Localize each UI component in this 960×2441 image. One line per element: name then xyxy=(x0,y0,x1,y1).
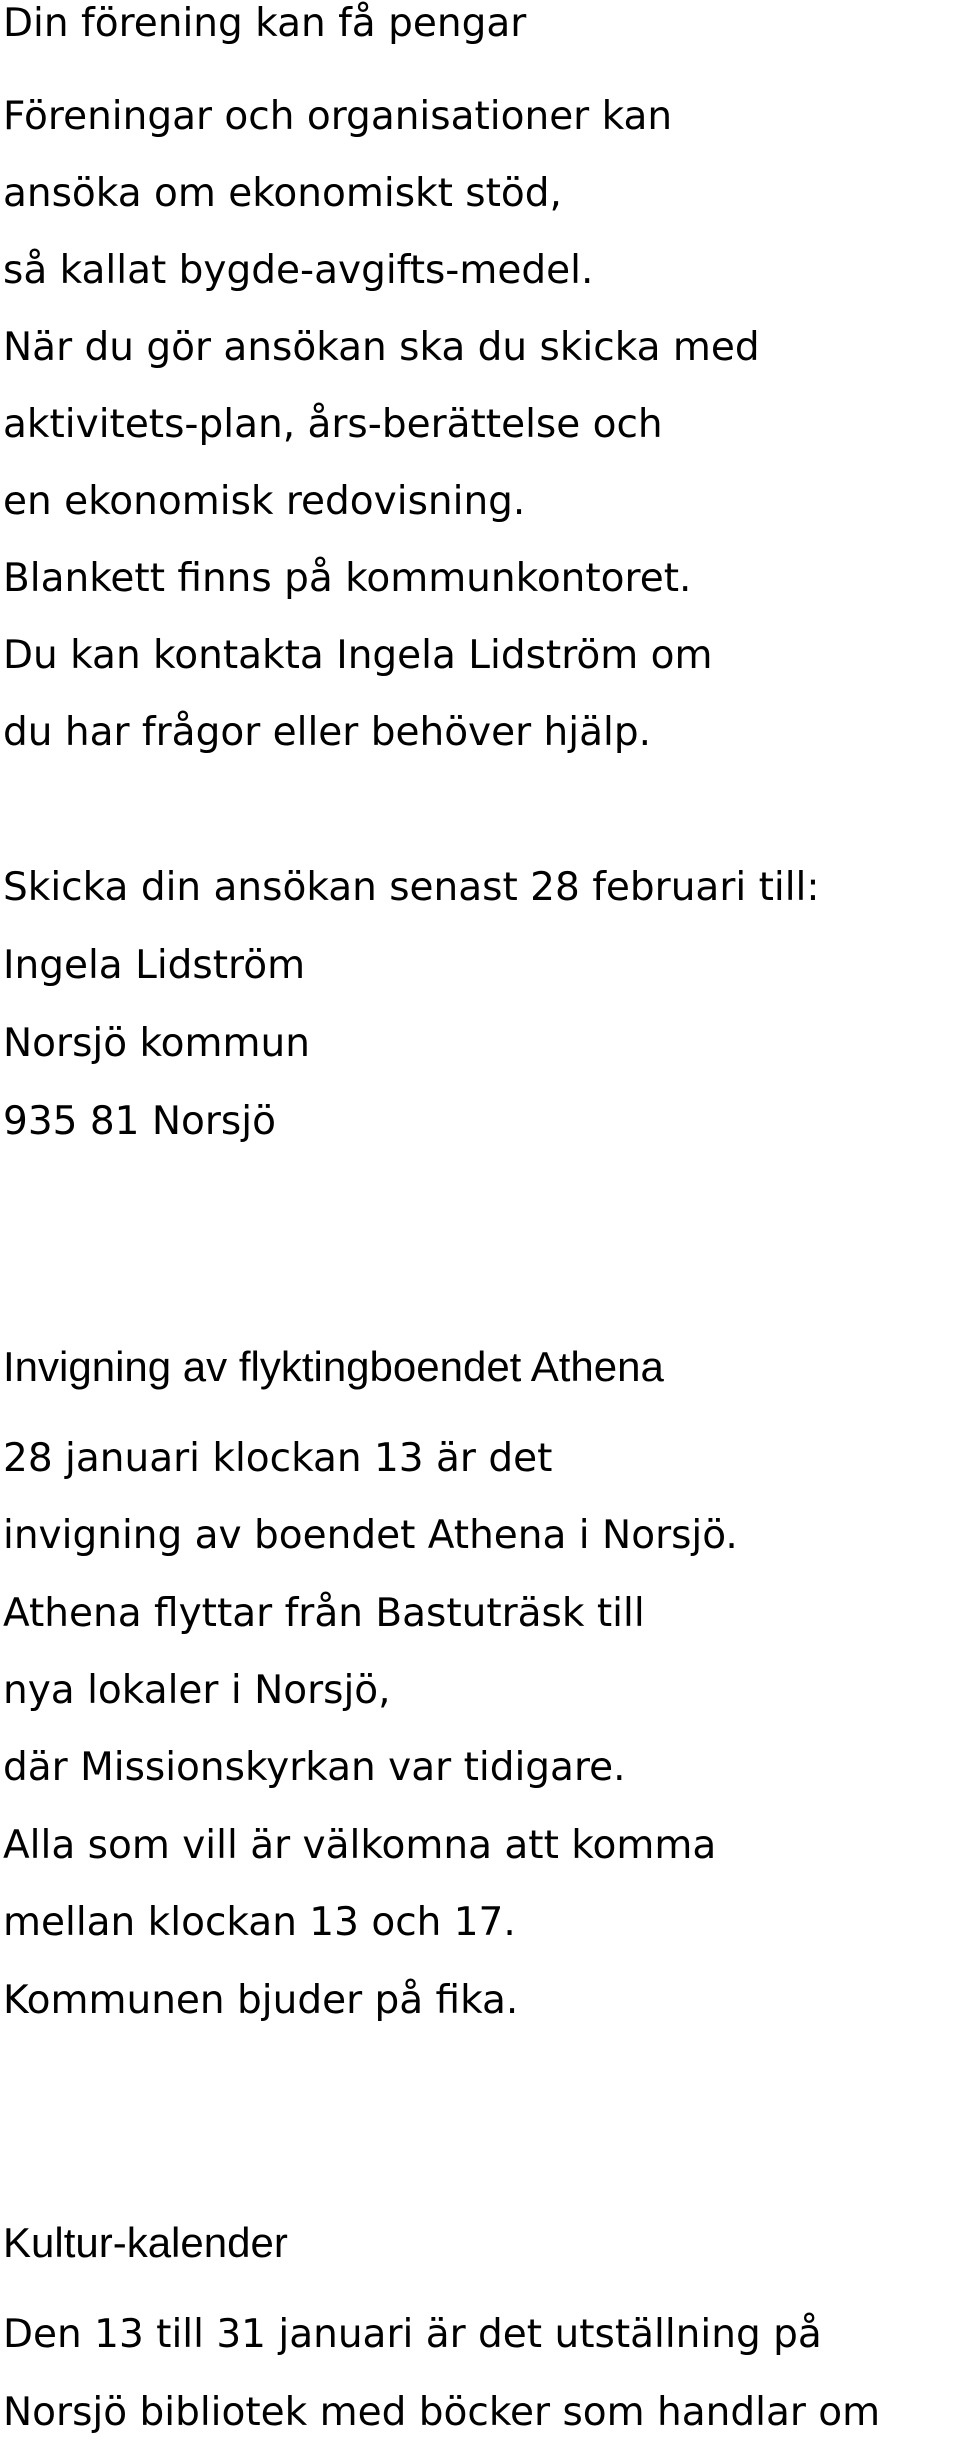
address-line: 935 81 Norsjö xyxy=(3,1099,276,1144)
address-line: Skicka din ansökan senast 28 februari till: xyxy=(3,865,820,910)
paragraph-line: du har frågor eller behöver hjälp. xyxy=(3,710,651,755)
paragraph-line: en ekonomisk redovisning. xyxy=(3,479,526,524)
paragraph-line: så kallat bygde-avgifts-medel. xyxy=(3,248,594,293)
paragraph-line: där Missionskyrkan var tidigare. xyxy=(3,1745,626,1790)
section-heading: Invigning av flyktingboendet Athena xyxy=(3,1343,664,1390)
paragraph-line: Athena flyttar från Bastuträsk till xyxy=(3,1591,645,1636)
paragraph-line: ansöka om ekonomiskt stöd, xyxy=(3,171,562,216)
section-heading: Din förening kan få pengar xyxy=(3,1,527,46)
paragraph-line: Alla som vill är välkomna att komma xyxy=(3,1823,717,1868)
paragraph-line: 28 januari klockan 13 är det xyxy=(3,1436,553,1481)
paragraph-line: nya lokaler i Norsjö, xyxy=(3,1668,391,1713)
paragraph-line: mellan klockan 13 och 17. xyxy=(3,1900,516,1945)
paragraph-line: Blankett finns på kommunkontoret. xyxy=(3,556,692,601)
paragraph-line: Den 13 till 31 januari är det utställning på xyxy=(3,2312,822,2357)
paragraph-line: aktivitets-plan, års-berättelse och xyxy=(3,402,663,447)
paragraph-line: Norsjö bibliotek med böcker som handlar om xyxy=(3,2390,881,2435)
paragraph-line: När du gör ansökan ska du skicka med xyxy=(3,325,760,370)
paragraph-line: invigning av boendet Athena i Norsjö. xyxy=(3,1513,738,1558)
paragraph-line: Kommunen bjuder på fika. xyxy=(3,1978,519,2023)
paragraph-line: Föreningar och organisationer kan xyxy=(3,94,673,139)
paragraph-line: Du kan kontakta Ingela Lidström om xyxy=(3,633,713,678)
address-line: Ingela Lidström xyxy=(3,943,306,988)
address-line: Norsjö kommun xyxy=(3,1021,310,1066)
section-heading: Kultur-kalender xyxy=(3,2219,288,2266)
